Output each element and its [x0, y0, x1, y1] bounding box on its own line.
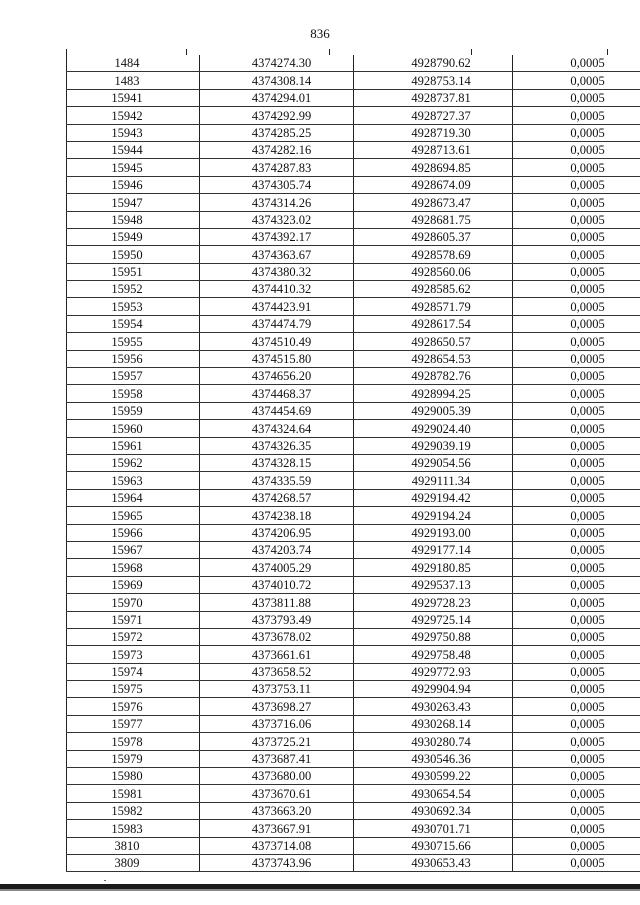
- point-number-cell: 15975: [67, 681, 200, 698]
- tolerance-cell: 0,0005: [513, 107, 640, 124]
- x-coordinate-cell: 4374010.72: [200, 576, 354, 593]
- y-coordinate-cell: 4928617.54: [354, 315, 513, 332]
- table-row: [67, 820, 640, 837]
- table-row: [67, 715, 640, 732]
- x-coordinate-cell: 4374454.69: [200, 402, 354, 419]
- y-coordinate-cell: 4928753.14: [354, 72, 513, 89]
- tolerance-cell: 0,0005: [513, 524, 640, 541]
- x-coordinate-cell: 4374274.30: [200, 55, 354, 72]
- x-coordinate-cell: 4373670.61: [200, 785, 354, 802]
- table-row: [67, 646, 640, 663]
- point-number-cell: 15947: [67, 194, 200, 211]
- tolerance-cell: 0,0005: [513, 437, 640, 454]
- x-coordinate-cell: 4374282.16: [200, 141, 354, 158]
- y-coordinate-cell: 4928585.62: [354, 281, 513, 298]
- y-coordinate-cell: 4928673.47: [354, 194, 513, 211]
- point-number-cell: 15963: [67, 472, 200, 489]
- x-coordinate-cell: 4374656.20: [200, 368, 354, 385]
- y-coordinate-cell: 4928737.81: [354, 89, 513, 106]
- point-number-cell: 15943: [67, 124, 200, 141]
- x-coordinate-cell: 4373698.27: [200, 698, 354, 715]
- point-number-cell: 15983: [67, 820, 200, 837]
- tolerance-cell: 0,0005: [513, 385, 640, 402]
- table-row: [67, 211, 640, 228]
- point-number-cell: 15972: [67, 628, 200, 645]
- y-coordinate-cell: 4930599.22: [354, 768, 513, 785]
- tolerance-cell: 0,0005: [513, 159, 640, 176]
- x-coordinate-cell: 4373714.08: [200, 837, 354, 854]
- y-coordinate-cell: 4929054.56: [354, 454, 513, 471]
- x-coordinate-cell: 4373793.49: [200, 611, 354, 628]
- x-coordinate-cell: 4374005.29: [200, 559, 354, 576]
- table-row: [67, 611, 640, 628]
- table-row: [67, 194, 640, 211]
- coordinates-table: [66, 55, 640, 872]
- x-coordinate-cell: 4374410.32: [200, 281, 354, 298]
- x-coordinate-cell: 4373678.02: [200, 628, 354, 645]
- x-coordinate-cell: 4374328.15: [200, 454, 354, 471]
- table-row: [67, 698, 640, 715]
- tolerance-cell: 0,0005: [513, 176, 640, 193]
- x-coordinate-cell: 4373811.88: [200, 594, 354, 611]
- point-number-cell: 15952: [67, 281, 200, 298]
- table-row: [67, 768, 640, 785]
- point-number-cell: 15956: [67, 350, 200, 367]
- point-number-cell: 1484: [67, 55, 200, 72]
- point-number-cell: 15953: [67, 298, 200, 315]
- tolerance-cell: 0,0005: [513, 663, 640, 680]
- tolerance-cell: 0,0005: [513, 315, 640, 332]
- scan-bottom-edge-shadow: [0, 889, 640, 891]
- tolerance-cell: 0,0005: [513, 559, 640, 576]
- tolerance-cell: 0,0005: [513, 698, 640, 715]
- tolerance-cell: 0,0005: [513, 489, 640, 506]
- tolerance-cell: 0,0005: [513, 472, 640, 489]
- y-coordinate-cell: 4930692.34: [354, 802, 513, 819]
- x-coordinate-cell: 4374468.37: [200, 385, 354, 402]
- point-number-cell: 15969: [67, 576, 200, 593]
- tolerance-cell: 0,0005: [513, 333, 640, 350]
- table-row: [67, 628, 640, 645]
- point-number-cell: 15948: [67, 211, 200, 228]
- table-row: [67, 55, 640, 72]
- y-coordinate-cell: 4929111.34: [354, 472, 513, 489]
- table-row: [67, 681, 640, 698]
- point-number-cell: 15965: [67, 507, 200, 524]
- y-coordinate-cell: 4930715.66: [354, 837, 513, 854]
- y-coordinate-cell: 4928994.25: [354, 385, 513, 402]
- table-row: [67, 263, 640, 280]
- table-top-tick-col3: [329, 49, 330, 55]
- x-coordinate-cell: 4374515.80: [200, 350, 354, 367]
- y-coordinate-cell: 4929194.24: [354, 507, 513, 524]
- y-coordinate-cell: 4929193.00: [354, 524, 513, 541]
- point-number-cell: 15955: [67, 333, 200, 350]
- tolerance-cell: 0,0005: [513, 681, 640, 698]
- point-number-cell: 15942: [67, 107, 200, 124]
- point-number-cell: 15959: [67, 402, 200, 419]
- x-coordinate-cell: 4373661.61: [200, 646, 354, 663]
- table-row: [67, 107, 640, 124]
- point-number-cell: 15982: [67, 802, 200, 819]
- point-number-cell: 15974: [67, 663, 200, 680]
- y-coordinate-cell: 4928560.06: [354, 263, 513, 280]
- tolerance-cell: 0,0005: [513, 141, 640, 158]
- table-row: [67, 541, 640, 558]
- table-row: [67, 333, 640, 350]
- y-coordinate-cell: 4928654.53: [354, 350, 513, 367]
- table-row: [67, 385, 640, 402]
- y-coordinate-cell: 4928727.37: [354, 107, 513, 124]
- y-coordinate-cell: 4928650.57: [354, 333, 513, 350]
- x-coordinate-cell: 4374292.99: [200, 107, 354, 124]
- y-coordinate-cell: 4928681.75: [354, 211, 513, 228]
- y-coordinate-cell: 4929728.23: [354, 594, 513, 611]
- y-coordinate-cell: 4928571.79: [354, 298, 513, 315]
- point-number-cell: 15973: [67, 646, 200, 663]
- table-row: [67, 315, 640, 332]
- tolerance-cell: 0,0005: [513, 211, 640, 228]
- table-row: [67, 559, 640, 576]
- y-coordinate-cell: 4929725.14: [354, 611, 513, 628]
- y-coordinate-cell: 4929177.14: [354, 541, 513, 558]
- table-row: [67, 368, 640, 385]
- x-coordinate-cell: 4373667.91: [200, 820, 354, 837]
- y-coordinate-cell: 4930654.54: [354, 785, 513, 802]
- x-coordinate-cell: 4373716.06: [200, 715, 354, 732]
- y-coordinate-cell: 4928719.30: [354, 124, 513, 141]
- tolerance-cell: 0,0005: [513, 733, 640, 750]
- tolerance-cell: 0,0005: [513, 750, 640, 767]
- tolerance-cell: 0,0005: [513, 646, 640, 663]
- tolerance-cell: 0,0005: [513, 55, 640, 72]
- y-coordinate-cell: 4930701.71: [354, 820, 513, 837]
- y-coordinate-cell: 4928578.69: [354, 246, 513, 263]
- coordinates-table-body: [67, 55, 640, 872]
- x-coordinate-cell: 4374324.64: [200, 420, 354, 437]
- y-coordinate-cell: 4929904.94: [354, 681, 513, 698]
- x-coordinate-cell: 4374268.57: [200, 489, 354, 506]
- table-row: [67, 246, 640, 263]
- x-coordinate-cell: 4374287.83: [200, 159, 354, 176]
- y-coordinate-cell: 4929772.93: [354, 663, 513, 680]
- x-coordinate-cell: 4374285.25: [200, 124, 354, 141]
- table-row: [67, 750, 640, 767]
- y-coordinate-cell: 4930268.14: [354, 715, 513, 732]
- tolerance-cell: 0,0005: [513, 768, 640, 785]
- y-coordinate-cell: 4929194.42: [354, 489, 513, 506]
- point-number-cell: 15945: [67, 159, 200, 176]
- point-number-cell: 15958: [67, 385, 200, 402]
- table-row: [67, 350, 640, 367]
- table-row: [67, 472, 640, 489]
- tolerance-cell: 0,0005: [513, 785, 640, 802]
- x-coordinate-cell: 4374323.02: [200, 211, 354, 228]
- tolerance-cell: 0,0005: [513, 715, 640, 732]
- y-coordinate-cell: 4929039.19: [354, 437, 513, 454]
- table-row: [67, 402, 640, 419]
- table-row: [67, 594, 640, 611]
- point-number-cell: 15961: [67, 437, 200, 454]
- tolerance-cell: 0,0005: [513, 350, 640, 367]
- y-coordinate-cell: 4929180.85: [354, 559, 513, 576]
- table-row: [67, 507, 640, 524]
- x-coordinate-cell: 4373687.41: [200, 750, 354, 767]
- point-number-cell: 15946: [67, 176, 200, 193]
- x-coordinate-cell: 4373753.11: [200, 681, 354, 698]
- y-coordinate-cell: 4929537.13: [354, 576, 513, 593]
- y-coordinate-cell: 4928790.62: [354, 55, 513, 72]
- point-number-cell: 15966: [67, 524, 200, 541]
- table-row: [67, 141, 640, 158]
- point-number-cell: 15981: [67, 785, 200, 802]
- tolerance-cell: 0,0005: [513, 281, 640, 298]
- point-number-cell: 15979: [67, 750, 200, 767]
- y-coordinate-cell: 4928713.61: [354, 141, 513, 158]
- tolerance-cell: 0,0005: [513, 837, 640, 854]
- y-coordinate-cell: 4930263.43: [354, 698, 513, 715]
- point-number-cell: 15964: [67, 489, 200, 506]
- y-coordinate-cell: 4930546.36: [354, 750, 513, 767]
- table-row: [67, 124, 640, 141]
- x-coordinate-cell: 4373658.52: [200, 663, 354, 680]
- table-row: [67, 802, 640, 819]
- point-number-cell: 3810: [67, 837, 200, 854]
- point-number-cell: 15960: [67, 420, 200, 437]
- y-coordinate-cell: 4928782.76: [354, 368, 513, 385]
- point-number-cell: 15962: [67, 454, 200, 471]
- point-number-cell: 15976: [67, 698, 200, 715]
- tolerance-cell: 0,0005: [513, 89, 640, 106]
- tolerance-cell: 0,0005: [513, 194, 640, 211]
- tolerance-cell: 0,0005: [513, 246, 640, 263]
- table-row: [67, 454, 640, 471]
- x-coordinate-cell: 4374308.14: [200, 72, 354, 89]
- tolerance-cell: 0,0005: [513, 298, 640, 315]
- point-number-cell: 15978: [67, 733, 200, 750]
- x-coordinate-cell: 4373743.96: [200, 854, 354, 871]
- table-top-tick-right: [607, 49, 608, 55]
- point-number-cell: 15971: [67, 611, 200, 628]
- table-row: [67, 159, 640, 176]
- x-coordinate-cell: 4374238.18: [200, 507, 354, 524]
- point-number-cell: 15970: [67, 594, 200, 611]
- point-number-cell: 15941: [67, 89, 200, 106]
- point-number-cell: 15950: [67, 246, 200, 263]
- tolerance-cell: 0,0005: [513, 820, 640, 837]
- y-coordinate-cell: 4929024.40: [354, 420, 513, 437]
- y-coordinate-cell: 4929750.88: [354, 628, 513, 645]
- y-coordinate-cell: 4928694.85: [354, 159, 513, 176]
- table-row: [67, 281, 640, 298]
- y-coordinate-cell: 4928674.09: [354, 176, 513, 193]
- table-top-tick-col2: [186, 49, 187, 55]
- table-row: [67, 854, 640, 871]
- table-row: [67, 437, 640, 454]
- point-number-cell: 1483: [67, 72, 200, 89]
- table-row: [67, 785, 640, 802]
- table-row: [67, 524, 640, 541]
- point-number-cell: 15980: [67, 768, 200, 785]
- scan-speck: [104, 880, 106, 881]
- point-number-cell: 15944: [67, 141, 200, 158]
- table-row: [67, 89, 640, 106]
- x-coordinate-cell: 4374206.95: [200, 524, 354, 541]
- tolerance-cell: 0,0005: [513, 124, 640, 141]
- x-coordinate-cell: 4374305.74: [200, 176, 354, 193]
- tolerance-cell: 0,0005: [513, 228, 640, 245]
- table-top-tick-left: [66, 49, 67, 55]
- tolerance-cell: 0,0005: [513, 541, 640, 558]
- point-number-cell: 15954: [67, 315, 200, 332]
- y-coordinate-cell: 4930280.74: [354, 733, 513, 750]
- table-top-tick-col4: [471, 49, 472, 55]
- y-coordinate-cell: 4929005.39: [354, 402, 513, 419]
- x-coordinate-cell: 4373725.21: [200, 733, 354, 750]
- x-coordinate-cell: 4374380.32: [200, 263, 354, 280]
- point-number-cell: 15957: [67, 368, 200, 385]
- x-coordinate-cell: 4374423.91: [200, 298, 354, 315]
- tolerance-cell: 0,0005: [513, 507, 640, 524]
- x-coordinate-cell: 4374510.49: [200, 333, 354, 350]
- table-row: [67, 837, 640, 854]
- x-coordinate-cell: 4374363.67: [200, 246, 354, 263]
- x-coordinate-cell: 4374203.74: [200, 541, 354, 558]
- tolerance-cell: 0,0005: [513, 611, 640, 628]
- tolerance-cell: 0,0005: [513, 420, 640, 437]
- x-coordinate-cell: 4374474.79: [200, 315, 354, 332]
- table-row: [67, 489, 640, 506]
- table-row: [67, 72, 640, 89]
- point-number-cell: 15967: [67, 541, 200, 558]
- tolerance-cell: 0,0005: [513, 368, 640, 385]
- tolerance-cell: 0,0005: [513, 628, 640, 645]
- tolerance-cell: 0,0005: [513, 802, 640, 819]
- x-coordinate-cell: 4373663.20: [200, 802, 354, 819]
- y-coordinate-cell: 4929758.48: [354, 646, 513, 663]
- point-number-cell: 15949: [67, 228, 200, 245]
- table-row: [67, 663, 640, 680]
- point-number-cell: 3809: [67, 854, 200, 871]
- y-coordinate-cell: 4928605.37: [354, 228, 513, 245]
- table-row: [67, 576, 640, 593]
- tolerance-cell: 0,0005: [513, 576, 640, 593]
- tolerance-cell: 0,0005: [513, 454, 640, 471]
- table-row: [67, 733, 640, 750]
- point-number-cell: 15977: [67, 715, 200, 732]
- point-number-cell: 15968: [67, 559, 200, 576]
- page-number: 836: [310, 26, 330, 41]
- coordinates-table-container: [66, 49, 608, 872]
- tolerance-cell: 0,0005: [513, 854, 640, 871]
- tolerance-cell: 0,0005: [513, 402, 640, 419]
- tolerance-cell: 0,0005: [513, 72, 640, 89]
- x-coordinate-cell: 4374335.59: [200, 472, 354, 489]
- point-number-cell: 15951: [67, 263, 200, 280]
- table-row: [67, 176, 640, 193]
- table-row: [67, 228, 640, 245]
- tolerance-cell: 0,0005: [513, 263, 640, 280]
- x-coordinate-cell: 4373680.00: [200, 768, 354, 785]
- y-coordinate-cell: 4930653.43: [354, 854, 513, 871]
- x-coordinate-cell: 4374294.01: [200, 89, 354, 106]
- table-row: [67, 420, 640, 437]
- x-coordinate-cell: 4374314.26: [200, 194, 354, 211]
- x-coordinate-cell: 4374392.17: [200, 228, 354, 245]
- tolerance-cell: 0,0005: [513, 594, 640, 611]
- x-coordinate-cell: 4374326.35: [200, 437, 354, 454]
- table-row: [67, 298, 640, 315]
